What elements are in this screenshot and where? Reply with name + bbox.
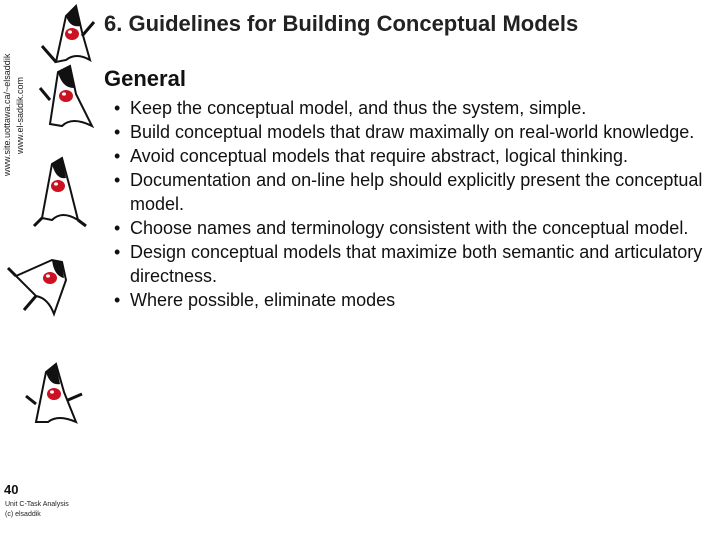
site-url: www.site.uottawa.ca/~elsaddik <box>2 53 12 176</box>
mascot-icon <box>24 356 86 432</box>
mascot-icon <box>36 60 96 132</box>
bullet-list <box>114 96 704 312</box>
bullet-text: Build conceptual models that draw maximally on real-world knowledge. <box>130 122 695 142</box>
bullet-item <box>114 288 704 312</box>
bullet-text: Avoid conceptual models that require abstract, logical thinking. <box>130 146 628 166</box>
bullet-item <box>114 168 704 216</box>
bullet-text: Documentation and on-line help should explicitly present the conceptual model. <box>130 170 703 214</box>
mascot-icon <box>28 148 88 228</box>
bullet-marker: • <box>114 170 121 190</box>
footer <box>5 500 105 520</box>
bullet-marker: • <box>114 242 121 262</box>
bullet-marker: • <box>114 146 121 166</box>
bullet-text: Where possible, eliminate modes <box>130 290 396 310</box>
homepage-url: www.el-saddik.com <box>15 76 25 154</box>
bullet-marker: • <box>114 218 121 238</box>
bullet-item <box>114 96 704 120</box>
footer-copyright: (c) elsaddik <box>5 511 41 518</box>
bullet-item <box>114 144 704 168</box>
bullet-marker: • <box>114 98 121 118</box>
bullet-marker: • <box>114 122 121 142</box>
slide-number: 40 <box>4 482 19 497</box>
bullet-item <box>114 216 704 240</box>
section-heading: General <box>104 66 186 91</box>
bullet-text: Choose names and terminology consistent with the conceptual model. <box>130 218 689 238</box>
bullet-item <box>114 240 704 288</box>
bullet-text: Keep the conceptual model, and thus the system, simple. <box>130 98 587 118</box>
mascot-icon <box>6 240 84 320</box>
footer-course: Unit C-Task Analysis <box>5 501 69 508</box>
bullet-marker: • <box>114 290 121 310</box>
slide-title: 6. Guidelines for Building Conceptual Models <box>104 11 579 36</box>
bullet-item <box>114 120 704 144</box>
bullet-text: Design conceptual models that maximize both semantic and articulatory directness. <box>130 242 703 286</box>
